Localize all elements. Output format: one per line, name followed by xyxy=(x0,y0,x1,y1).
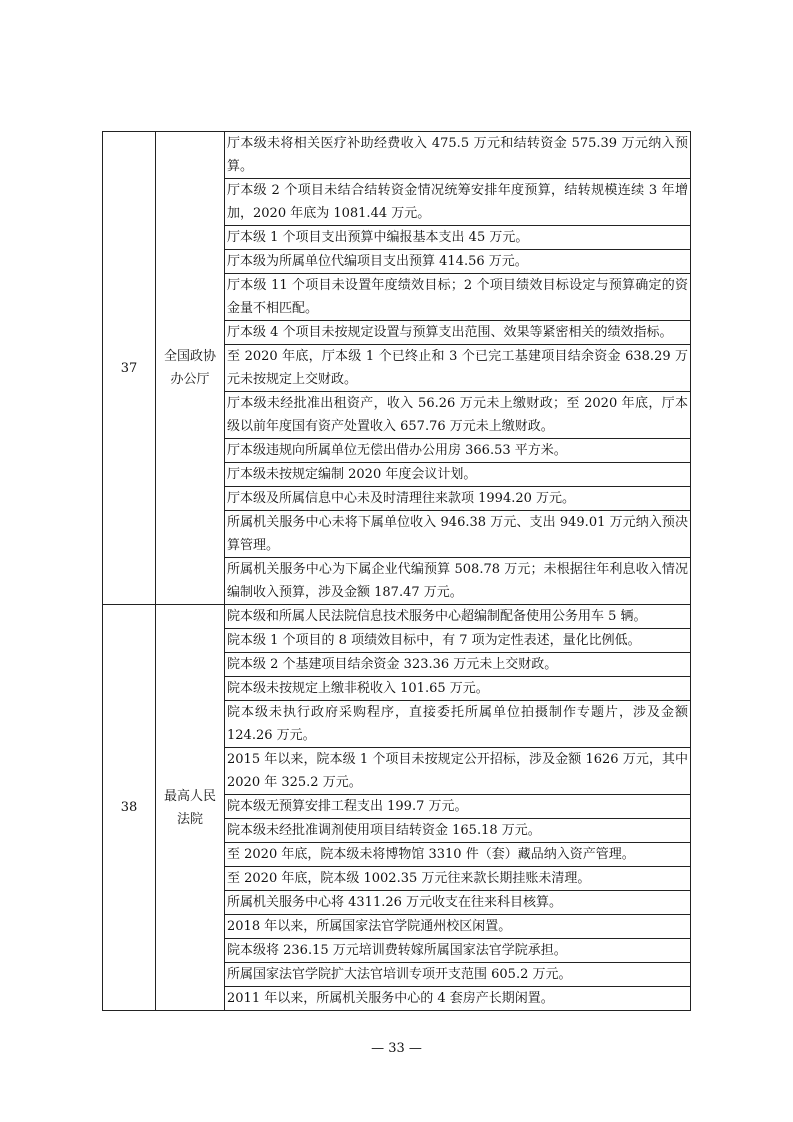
page-number: — 33 — xyxy=(371,1041,422,1056)
issue-item: 厅本级未将相关医疗补助经费收入 475.5 万元和结转资金 575.39 万元纳入预算。 xyxy=(225,132,691,179)
issue-item: 所属机关服务中心未将下属单位收入 946.38 万元、支出 949.01 万元纳入预决算管理。 xyxy=(225,511,691,558)
issue-item: 所属国家法官学院扩大法官培训专项开支范围 605.2 万元。 xyxy=(225,963,691,987)
issue-item: 厅本级未经批准出租资产，收入 56.26 万元未上缴财政；至 2020 年底，厅本级以前年度国有资产处置收入 657.76 万元未上缴财政。 xyxy=(225,392,691,439)
issue-item: 院本级未经批准调剂使用项目结转资金 165.18 万元。 xyxy=(225,819,691,843)
issue-item: 厅本级 11 个项目未设置年度绩效目标；2 个项目绩效目标设定与预算确定的资金量不相匹配。 xyxy=(225,274,691,321)
issue-item: 院本级未执行政府采购程序，直接委托所属单位拍摄制作专题片，涉及金额 124.26 万元。 xyxy=(225,701,691,748)
group-number: 37 xyxy=(103,132,156,605)
table-row xyxy=(103,132,691,179)
audit-table-body xyxy=(103,132,691,1011)
issue-item: 厅本级未按规定编制 2020 年度会议计划。 xyxy=(225,463,691,487)
issue-item: 院本级将 236.15 万元培训费转嫁所属国家法官学院承担。 xyxy=(225,939,691,963)
issue-item: 厅本级及所属信息中心未及时清理往来款项 1994.20 万元。 xyxy=(225,487,691,511)
issue-item: 院本级 2 个基建项目结余资金 323.36 万元未上交财政。 xyxy=(225,653,691,677)
issue-item: 院本级和所属人民法院信息技术服务中心超编制配备使用公务用车 5 辆。 xyxy=(225,605,691,629)
issue-item: 厅本级 1 个项目支出预算中编报基本支出 45 万元。 xyxy=(225,226,691,250)
issue-item: 厅本级 4 个项目未按规定设置与预算支出范围、效果等紧密相关的绩效指标。 xyxy=(225,321,691,345)
issue-item: 厅本级 2 个项目未结合结转资金情况统筹安排年度预算，结转规模连续 3 年增加，2020 年底为 1081.44 万元。 xyxy=(225,179,691,226)
issue-item: 所属机关服务中心为下属企业代编预算 508.78 万元；未根据往年利息收入情况编制收入预算，涉及金额 187.47 万元。 xyxy=(225,558,691,605)
issue-item: 至 2020 年底，厅本级 1 个已终止和 3 个已完工基建项目结余资金 638.29 万元未按规定上交财政。 xyxy=(225,345,691,392)
issue-item: 院本级 1 个项目的 8 项绩效目标中，有 7 项为定性表述，量化比例低。 xyxy=(225,629,691,653)
issue-item: 厅本级违规向所属单位无偿出借办公用房 366.53 平方米。 xyxy=(225,439,691,463)
issue-item: 至 2020 年底，院本级 1002.35 万元往来款长期挂账未清理。 xyxy=(225,867,691,891)
issue-item: 所属机关服务中心将 4311.26 万元收支在往来科目核算。 xyxy=(225,891,691,915)
audited-unit: 最高人民法院 xyxy=(156,605,225,1011)
issue-item: 2011 年以来，所属机关服务中心的 4 套房产长期闲置。 xyxy=(225,987,691,1011)
table-row xyxy=(103,605,691,629)
issue-item: 院本级无预算安排工程支出 199.7 万元。 xyxy=(225,795,691,819)
issue-item: 至 2020 年底，院本级未将博物馆 3310 件（套）藏品纳入资产管理。 xyxy=(225,843,691,867)
issue-item: 院本级未按规定上缴非税收入 101.65 万元。 xyxy=(225,677,691,701)
group-number: 38 xyxy=(103,605,156,1011)
issue-item: 2015 年以来，院本级 1 个项目未按规定公开招标，涉及金额 1626 万元，其中 2020 年 325.2 万元。 xyxy=(225,748,691,795)
issue-item: 2018 年以来，所属国家法官学院通州校区闲置。 xyxy=(225,915,691,939)
issue-item: 厅本级为所属单位代编项目支出预算 414.56 万元。 xyxy=(225,250,691,274)
audit-table xyxy=(102,131,691,1011)
audited-unit: 全国政协办公厅 xyxy=(156,132,225,605)
